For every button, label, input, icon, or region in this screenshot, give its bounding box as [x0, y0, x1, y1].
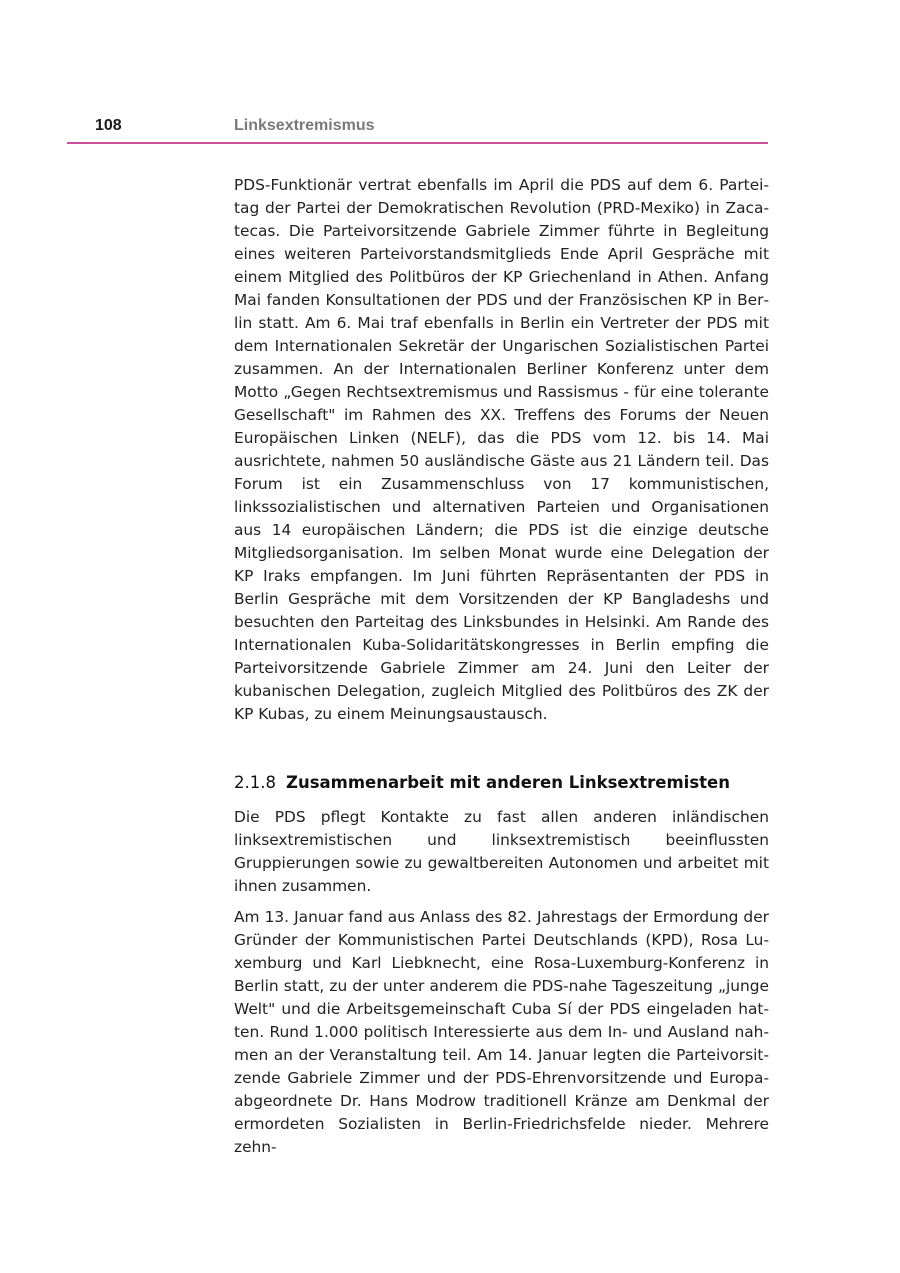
paragraph-intro: PDS-Funktionär vertrat ebenfalls im April die PDS auf dem 6. Parteitag der Partei der Demokratischen Revolution (PRD-Mexiko) in Zacatecas. Die Parteivorsitzende Gabriele Zimmer führte in Begleitung eines weiteren Parteivorstandsmitglieds Ende April Gespräche mit einem Mitglied des Politbüros der KP Griechenland in Athen. Anfang Mai fanden Konsultationen der PDS und der Französischen KP in Berlin statt. Am 6. Mai traf ebenfalls in Berlin ein Vertreter der PDS mit dem Internationalen Sekretär der Ungarischen Sozialistischen Partei zusammen. An der Internationalen Berliner Konferenz unter dem Motto „Gegen Rechtsextremismus und Rassismus - für eine tolerante Gesellschaft" im Rahmen des XX. Treffens des Forums der Neuen Europäischen Linken (NELF), das die PDS vom 12. bis 14. Mai ausrichtete, nahmen 50 ausländische Gäste aus 21 Ländern teil. Das Forum ist ein Zusammenschluss von 17 kommunistischen, linkssozialistischen und alternativen Parteien und Organisationen aus 14 europäischen Ländern; die PDS ist die einzige deutsche Mitgliedsorganisation. Im selben Monat wurde eine Delegation der KP Iraks empfangen. Im Juni führten Repräsentanten der PDS in Berlin Gespräche mit dem Vorsitzenden der KP Bangladeshs und besuchten den Parteitag des Linksbundes in Helsinki. Am Rande des Internationalen Kuba-Solidaritätskongresses in Berlin empfing die Parteivorsitzende Gabriele Zimmer am 24. Juni den Leiter der kubanischen Delegation, zugleich Mitglied des Politbüros des ZK der KP Kubas, zu einem Meinungsaustausch.: [234, 176, 769, 723]
paragraph-contacts: Die PDS pflegt Kontakte zu fast allen anderen inländischen linksextremistischen und linksextremistisch beeinflussten Gruppierungen sowie zu gewaltbereiten Autonomen und arbeitet mit ihnen zusammen.: [234, 808, 769, 895]
section-number: 2.1.8: [234, 773, 276, 792]
page-header: [67, 116, 768, 144]
paragraph-luxemburg-conference: Am 13. Januar fand aus Anlass des 82. Jahrestags der Ermordung der Gründer der Kommunistischen Partei Deutschlands (KPD), Rosa Luxemburg und Karl Liebknecht, eine Rosa-Luxemburg-Konferenz in Berlin statt, zu der unter anderem die PDS-nahe Tageszeitung „junge Welt" und die Arbeitsgemeinschaft Cuba Sí der PDS eingeladen hatten. Rund 1.000 politisch Interessierte aus dem In- und Ausland nahmen an der Veranstaltung teil. Am 14. Januar legten die Parteivorsitzende Gabriele Zimmer und der PDS-Ehrenvorsitzende und Europaabgeordnete Dr. Hans Modrow traditionell Kränze am Denkmal der ermordeten Sozialisten in Berlin-Friedrichsfelde nieder. Mehrere zehn-: [234, 908, 769, 1156]
page-number: 108: [95, 117, 122, 134]
section-title: Zusammenarbeit mit anderen Linksextremisten: [285, 773, 730, 792]
section-heading: [234, 771, 769, 794]
running-title: Linksextremismus: [234, 117, 375, 134]
body-text: [234, 174, 769, 1159]
